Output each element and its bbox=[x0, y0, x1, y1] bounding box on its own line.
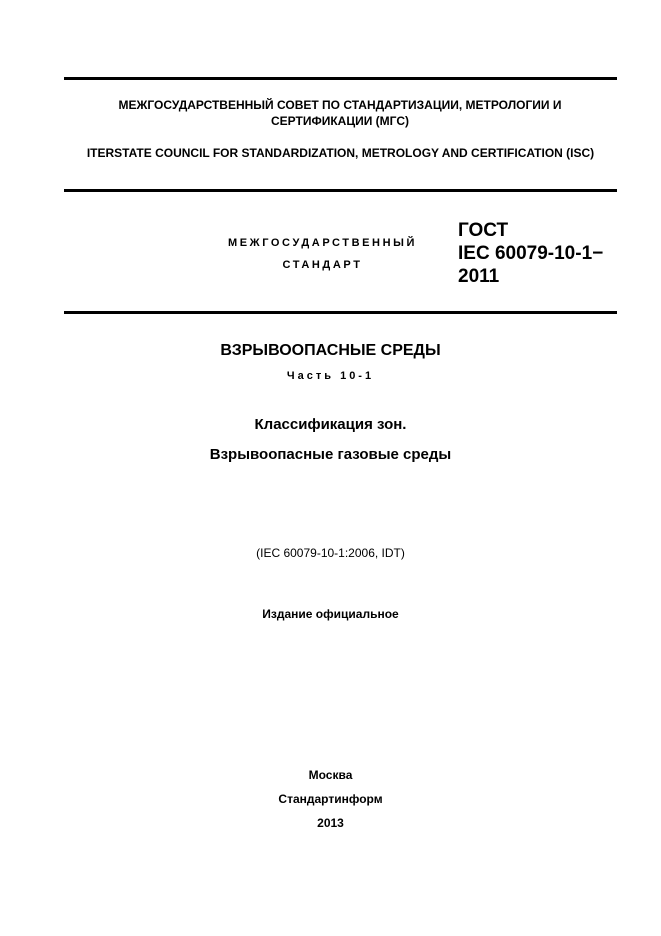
top-rule bbox=[64, 77, 617, 80]
gost-year: 2011 bbox=[458, 266, 500, 287]
gost-number: IEC 60079-10-1− bbox=[458, 243, 604, 264]
gost-label: ГОСТ bbox=[458, 220, 509, 241]
header-bottom-rule bbox=[64, 189, 617, 192]
gost-designation bbox=[458, 219, 648, 288]
standard-kind-line1: МЕЖГОСУДАРСТВЕННЫЙ bbox=[227, 237, 418, 249]
document-subtitle-line1: Классификация зон. bbox=[254, 416, 407, 433]
edition-note: Издание официальное bbox=[262, 607, 399, 621]
iec-reference: (IEC 60079-10-1:2006, IDT) bbox=[256, 546, 405, 560]
council-name-russian: МЕЖГОСУДАРСТВЕННЫЙ СОВЕТ ПО СТАНДАРТИЗАЦИИ, МЕТРОЛОГИИ И СЕРТИФИКАЦИИ (МГС) bbox=[118, 98, 562, 128]
document-part: Часть 10-1 bbox=[286, 370, 375, 382]
designation-bottom-rule bbox=[64, 311, 617, 314]
publisher-city: Москва bbox=[308, 768, 353, 782]
publisher-name: Стандартинформ bbox=[278, 792, 383, 806]
council-name-english: ITERSTATE COUNCIL FOR STANDARDIZATION, METROLOGY AND CERTIFICATION (ISC) bbox=[86, 146, 595, 160]
standard-kind-line2: СТАНДАРТ bbox=[282, 259, 363, 271]
document-title: ВЗРЫВООПАСНЫЕ СРЕДЫ bbox=[220, 342, 441, 359]
publication-year: 2013 bbox=[317, 816, 344, 830]
document-subtitle-line2: Взрывоопасные газовые среды bbox=[209, 446, 452, 463]
